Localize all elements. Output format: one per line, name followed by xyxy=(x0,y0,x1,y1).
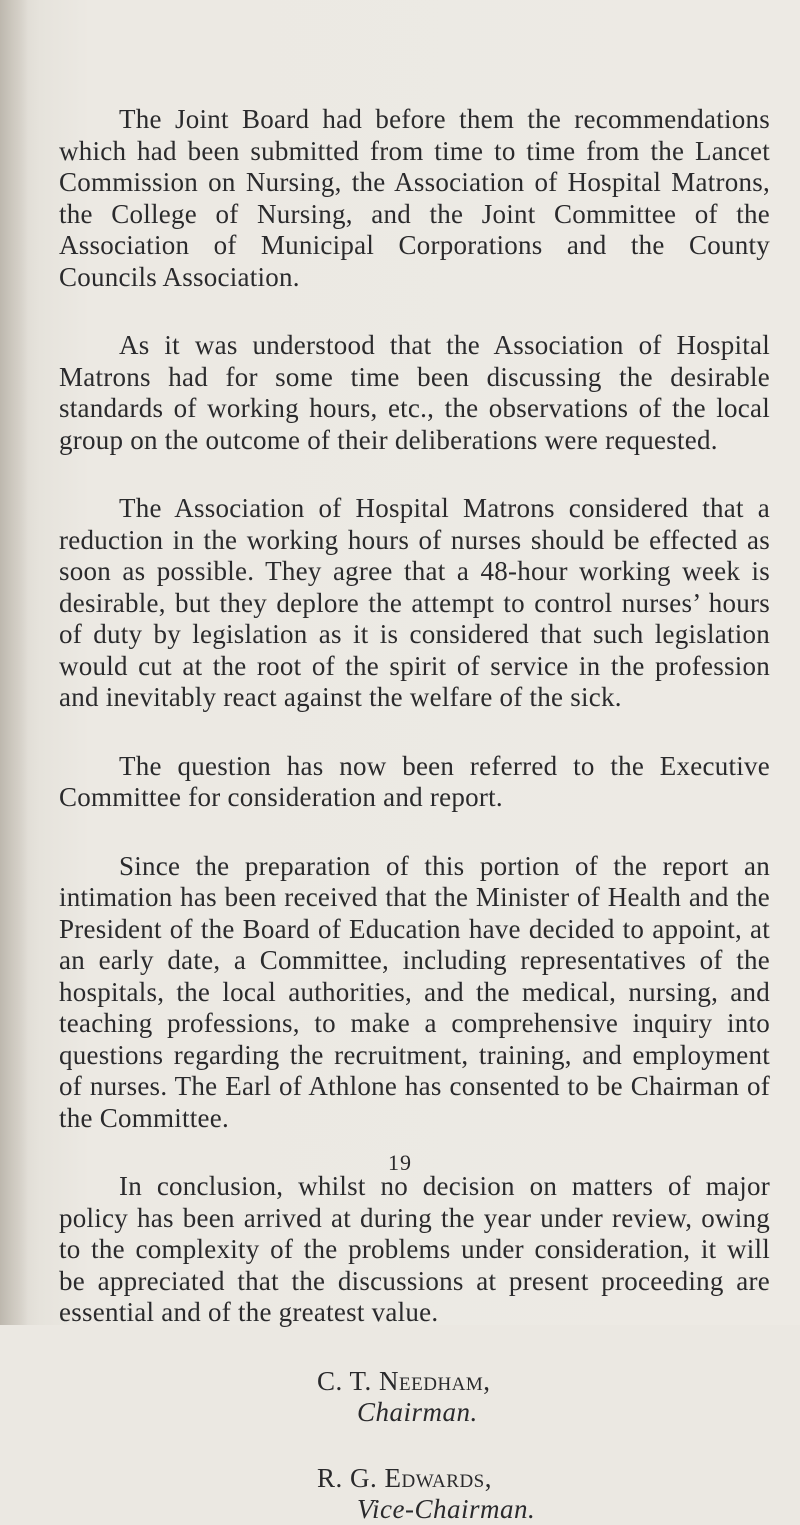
paragraph-matrons-standards: As it was understood that the Association of Hospital Matrons had for some time been discussing the desirable standards of working hours, etc., the observations of the local group on the outcome of their deliberations were requested. xyxy=(59,330,770,455)
paragraph-conclusion: In conclusion, whilst no decision on matters of major policy has been arrived at during the year under review, owing to the complexity of the problems under consideration, it will be appreciated that the discussions at present proceeding are essential and of the greatest value. xyxy=(59,1171,770,1327)
signature-vice-chairman xyxy=(317,1463,770,1525)
page-shadow-edge xyxy=(0,0,28,1325)
paragraph-executive-committee: The question has now been referred to the Executive Committee for consideration and report. xyxy=(59,750,770,812)
report-body xyxy=(59,104,770,1525)
signature-chairman xyxy=(317,1366,770,1428)
chairman-title: Chairman. xyxy=(357,1396,478,1427)
paragraph-ministry-inquiry: Since the preparation of this portion of the report an intimation has been received that the Minister of Health and the President of the Board of Education have decided to appoint, at an early date, a Committee, including representatives of the hospitals, the local authorities, and the medical, nursing, and teaching professions, to make a comprehensive inquiry into questions regarding the recruitment, training, and employment of nurses. The Earl of Athlone has consented to be Chairman of the Committee. xyxy=(59,850,770,1133)
page-number: 19 xyxy=(388,1150,412,1175)
chairman-name: C. T. Needham, xyxy=(317,1365,491,1396)
vice-chairman-title: Vice-Chairman. xyxy=(357,1493,536,1524)
vice-chairman-name: R. G. Edwards, xyxy=(317,1462,492,1493)
paragraph-joint-board: The Joint Board had before them the recommendations which had been submitted from time to time from the Lancet Commission on Nursing, the Association of Hospital Matrons, the College of Nursing, and the Joint Committee of the Association of Municipal Corporations and the County Councils Association. xyxy=(59,104,770,292)
paragraph-working-hours: The Association of Hospital Matrons considered that a reduction in the working hours of nurses should be effected as soon as possible. They agree that a 48-hour working week is desirable, but they deplore the attempt to control nurses’ hours of duty by legislation as it is considered that such legislation would cut at the root of the spirit of service in the profession and inevitably react against the welfare of the sick. xyxy=(59,493,770,712)
